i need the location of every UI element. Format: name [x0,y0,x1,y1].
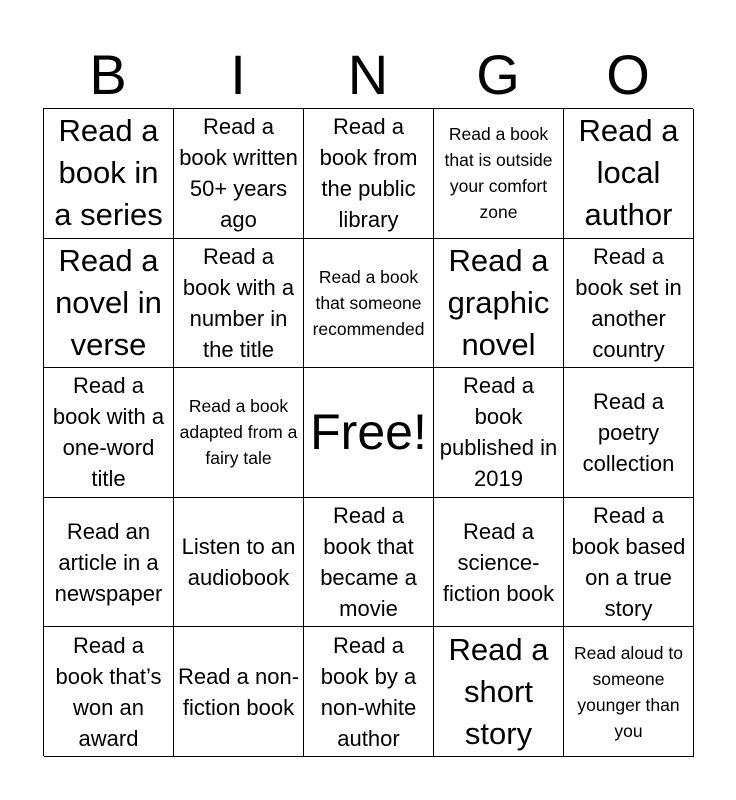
cell-text: Read a book based on a true story [571,503,686,622]
cell-text: Read a book by a non-white author [320,632,417,751]
bingo-cell[interactable] [434,239,564,369]
header-letter-o: O [606,43,650,106]
header-letter-n: N [347,43,389,106]
cell-text: Read a book adapted from a fairy tale [179,396,298,469]
bingo-header [43,42,693,108]
bingo-cell[interactable] [434,109,564,239]
bingo-cell[interactable] [174,109,304,239]
bingo-cell[interactable] [434,498,564,628]
bingo-cell[interactable] [174,239,304,369]
bingo-cell[interactable] [564,627,694,757]
cell-text: Read a science-fiction book [442,518,555,606]
bingo-cell[interactable] [304,627,434,757]
header-letter-i: I [230,43,246,106]
cell-text: Read a book written 50+ years ago [179,114,298,233]
bingo-cell[interactable] [564,498,694,628]
cell-text: Listen to an audiobook [181,534,296,591]
bingo-cell[interactable] [44,368,174,498]
cell-text: Read a graphic novel [447,242,550,362]
cell-text: Read an article in a newspaper [54,518,163,606]
cell-text: Read a book from the public library [319,114,418,233]
bingo-cell[interactable] [44,498,174,628]
cell-text: Read a book that’s won an award [55,632,162,751]
cell-text: Read a book set in another country [575,243,682,362]
cell-text: Read a book with a one-word title [52,373,165,492]
bingo-cell[interactable] [174,368,304,498]
cell-text: Read a non-fiction book [177,663,300,720]
header-letter-b: B [89,43,127,106]
bingo-cell[interactable] [564,109,694,239]
free-space-cell[interactable] [304,368,434,498]
bingo-cell[interactable] [174,498,304,628]
cell-text: Free! [310,404,427,461]
cell-text: Read aloud to someone younger than you [574,642,683,741]
cell-text: Read a book that is outside your comfort zone [444,124,553,223]
cell-text: Read a book that became a movie [320,503,417,622]
bingo-cell[interactable] [564,239,694,369]
bingo-cell[interactable] [304,498,434,628]
cell-text: Read a book published in 2019 [439,373,558,492]
bingo-grid [43,108,693,756]
bingo-cell[interactable] [44,627,174,757]
cell-text: Read a poetry collection [582,388,675,476]
cell-text: Read a novel in verse [55,242,162,362]
cell-text: Read a book that someone recommended [312,266,425,339]
cell-text: Read a book in a series [54,113,163,233]
bingo-cell[interactable] [304,109,434,239]
bingo-cell[interactable] [304,239,434,369]
bingo-cell[interactable] [174,627,304,757]
cell-text: Read a local author [578,113,679,233]
bingo-cell[interactable] [434,368,564,498]
bingo-cell[interactable] [434,627,564,757]
cell-text: Read a short story [448,631,549,751]
bingo-cell[interactable] [564,368,694,498]
bingo-cell[interactable] [44,239,174,369]
cell-text: Read a book with a number in the title [182,243,295,362]
header-letter-g: G [476,43,520,106]
bingo-cell[interactable] [44,109,174,239]
